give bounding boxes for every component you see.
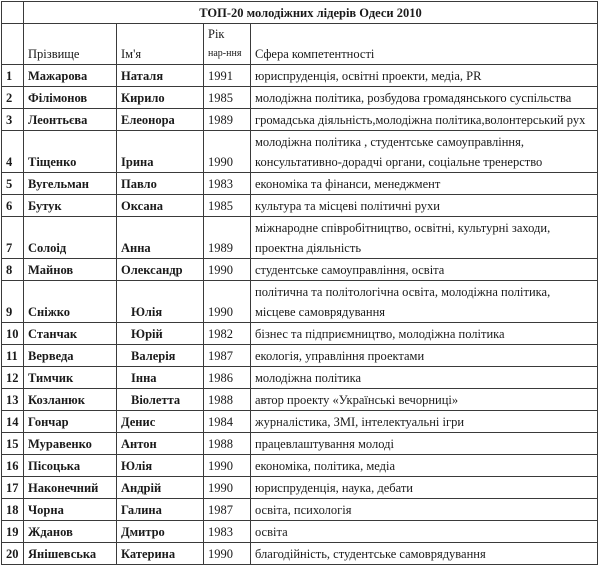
row-surname: Сніжко — [24, 281, 117, 323]
competence-area-line: консультативно-дорадчі органи, соціальне тренерство — [255, 155, 543, 169]
row-surname: Філімонов — [24, 87, 117, 109]
competence-area-line: економіка, політика, медіа — [255, 459, 395, 473]
row-first-name: Елеонора — [117, 109, 204, 131]
row-number: 8 — [2, 259, 24, 281]
competence-area-line: благодійність, студентське самоврядування — [255, 547, 486, 561]
competence-area-line: працевлаштування молоді — [255, 437, 394, 451]
row-surname: Тіщенко — [24, 131, 117, 173]
row-surname: Майнов — [24, 259, 117, 281]
row-birth-year: 1985 — [204, 195, 251, 217]
row-birth-year: 1984 — [204, 411, 251, 433]
competence-area-line: економіка та фінанси, менеджмент — [255, 177, 441, 191]
row-number: 15 — [2, 433, 24, 455]
row-competence-area — [251, 455, 598, 477]
row-number: 16 — [2, 455, 24, 477]
row-surname: Пісоцька — [24, 455, 117, 477]
competence-area-line: бізнес та підприємництво, молодіжна політика — [255, 327, 505, 341]
row-number: 12 — [2, 367, 24, 389]
row-surname: Жданов — [24, 521, 117, 543]
row-competence-area — [251, 499, 598, 521]
row-first-name: Віолетта — [117, 389, 204, 411]
table-row — [2, 411, 598, 433]
row-number: 5 — [2, 173, 24, 195]
row-number: 6 — [2, 195, 24, 217]
row-first-name: Валерія — [117, 345, 204, 367]
competence-area-line: екологія, управління проектами — [255, 349, 425, 363]
competence-area-line: юриспруденція, наука, дебати — [255, 481, 414, 495]
row-first-name: Оксана — [117, 195, 204, 217]
competence-area-line: громадська діяльність,молодіжна політика,волонтерський рух — [255, 113, 586, 127]
header-row — [2, 24, 598, 65]
row-birth-year: 1986 — [204, 367, 251, 389]
title-spacer-cell — [2, 2, 24, 24]
row-competence-area — [251, 65, 598, 87]
header-birth-year-line1: Рік — [208, 27, 225, 41]
row-surname: Мажарова — [24, 65, 117, 87]
row-surname: Козланюк — [24, 389, 117, 411]
header-birth-year-line2: нар-ння — [208, 48, 242, 59]
competence-area-line: молодіжна політика, розбудова громадянського суспільства — [255, 91, 572, 105]
table-row — [2, 87, 598, 109]
table-row — [2, 109, 598, 131]
row-birth-year: 1983 — [204, 173, 251, 195]
row-first-name: Катерина — [117, 543, 204, 565]
table-row — [2, 543, 598, 565]
table-title: ТОП-20 молодіжних лідерів Одеси 2010 — [24, 2, 598, 24]
leaders-table — [1, 1, 598, 565]
row-number: 13 — [2, 389, 24, 411]
header-name: Ім'я — [117, 24, 204, 65]
table-row — [2, 367, 598, 389]
table-row — [2, 259, 598, 281]
header-competence-area: Сфера компетентності — [251, 24, 598, 65]
row-surname: Солоід — [24, 217, 117, 259]
row-number: 10 — [2, 323, 24, 345]
row-surname: Наконечний — [24, 477, 117, 499]
row-competence-area — [251, 411, 598, 433]
competence-area-line: проектна діяльність — [255, 241, 362, 255]
row-competence-area — [251, 281, 598, 323]
row-competence-area — [251, 433, 598, 455]
row-competence-area — [251, 323, 598, 345]
row-birth-year: 1990 — [204, 543, 251, 565]
row-number: 14 — [2, 411, 24, 433]
title-row — [2, 2, 598, 24]
row-first-name: Дмитро — [117, 521, 204, 543]
row-number: 19 — [2, 521, 24, 543]
row-birth-year: 1990 — [204, 259, 251, 281]
row-competence-area — [251, 259, 598, 281]
row-birth-year: 1983 — [204, 521, 251, 543]
row-competence-area — [251, 173, 598, 195]
row-competence-area — [251, 521, 598, 543]
table-row — [2, 131, 598, 173]
row-surname: Леонтьєва — [24, 109, 117, 131]
row-number: 11 — [2, 345, 24, 367]
row-birth-year: 1987 — [204, 499, 251, 521]
row-first-name: Анна — [117, 217, 204, 259]
row-birth-year: 1989 — [204, 217, 251, 259]
header-birth-year — [204, 24, 251, 65]
row-competence-area — [251, 477, 598, 499]
row-number: 9 — [2, 281, 24, 323]
competence-area-line: політична та політологічна освіта, молодіжна політика, — [255, 285, 551, 299]
row-competence-area — [251, 389, 598, 411]
table-row — [2, 499, 598, 521]
row-birth-year: 1990 — [204, 477, 251, 499]
row-number: 3 — [2, 109, 24, 131]
row-first-name: Олександр — [117, 259, 204, 281]
row-birth-year: 1989 — [204, 109, 251, 131]
row-surname: Верведа — [24, 345, 117, 367]
row-surname: Муравенко — [24, 433, 117, 455]
row-birth-year: 1982 — [204, 323, 251, 345]
table-row — [2, 389, 598, 411]
row-number: 4 — [2, 131, 24, 173]
row-first-name: Кирило — [117, 87, 204, 109]
row-number: 17 — [2, 477, 24, 499]
row-competence-area — [251, 345, 598, 367]
row-competence-area — [251, 543, 598, 565]
row-birth-year: 1985 — [204, 87, 251, 109]
row-first-name: Інна — [117, 367, 204, 389]
table-row — [2, 217, 598, 259]
table-row — [2, 345, 598, 367]
row-birth-year: 1990 — [204, 131, 251, 173]
competence-area-line: молодіжна політика , студентське самоуправління, — [255, 135, 524, 149]
competence-area-line: освіта, психологія — [255, 503, 352, 517]
row-surname: Станчак — [24, 323, 117, 345]
row-first-name: Ірина — [117, 131, 204, 173]
row-birth-year: 1990 — [204, 455, 251, 477]
row-number: 20 — [2, 543, 24, 565]
table-row — [2, 173, 598, 195]
competence-area-line: молодіжна політика — [255, 371, 362, 385]
row-birth-year: 1991 — [204, 65, 251, 87]
row-first-name: Юлія — [117, 455, 204, 477]
row-first-name: Наталя — [117, 65, 204, 87]
row-first-name: Юрій — [117, 323, 204, 345]
row-first-name: Павло — [117, 173, 204, 195]
row-first-name: Антон — [117, 433, 204, 455]
row-number: 2 — [2, 87, 24, 109]
row-surname: Чорна — [24, 499, 117, 521]
row-surname: Вугельман — [24, 173, 117, 195]
table-row — [2, 477, 598, 499]
table-row — [2, 323, 598, 345]
table-row — [2, 455, 598, 477]
row-surname: Гончар — [24, 411, 117, 433]
header-number — [2, 24, 24, 65]
row-surname: Бутук — [24, 195, 117, 217]
table-row — [2, 281, 598, 323]
row-competence-area — [251, 87, 598, 109]
table-row — [2, 521, 598, 543]
competence-area-line: міжнародне співробітництво, освітні, культурні заходи, — [255, 221, 551, 235]
row-birth-year: 1990 — [204, 281, 251, 323]
row-first-name: Андрій — [117, 477, 204, 499]
row-competence-area — [251, 217, 598, 259]
competence-area-line: автор проекту «Українські вечорниці» — [255, 393, 459, 407]
row-birth-year: 1987 — [204, 345, 251, 367]
competence-area-line: студентське самоуправління, освіта — [255, 263, 445, 277]
row-competence-area — [251, 367, 598, 389]
competence-area-line: місцеве самоврядування — [255, 305, 386, 319]
header-surname: Прізвище — [24, 24, 117, 65]
row-surname: Янішевська — [24, 543, 117, 565]
row-surname: Тимчик — [24, 367, 117, 389]
row-number: 7 — [2, 217, 24, 259]
row-competence-area — [251, 109, 598, 131]
table-row — [2, 433, 598, 455]
competence-area-line: культура та місцеві політичні рухи — [255, 199, 440, 213]
competence-area-line: освіта — [255, 525, 288, 539]
row-number: 1 — [2, 65, 24, 87]
row-first-name: Юлія — [117, 281, 204, 323]
competence-area-line: журналістика, ЗМІ, інтелектуальні ігри — [255, 415, 465, 429]
row-first-name: Денис — [117, 411, 204, 433]
table-row — [2, 195, 598, 217]
row-birth-year: 1988 — [204, 389, 251, 411]
row-first-name: Галина — [117, 499, 204, 521]
competence-area-line: юриспруденція, освітні проекти, медіа, PR — [255, 69, 482, 83]
row-birth-year: 1988 — [204, 433, 251, 455]
row-competence-area — [251, 195, 598, 217]
table-row — [2, 65, 598, 87]
row-number: 18 — [2, 499, 24, 521]
row-competence-area — [251, 131, 598, 173]
